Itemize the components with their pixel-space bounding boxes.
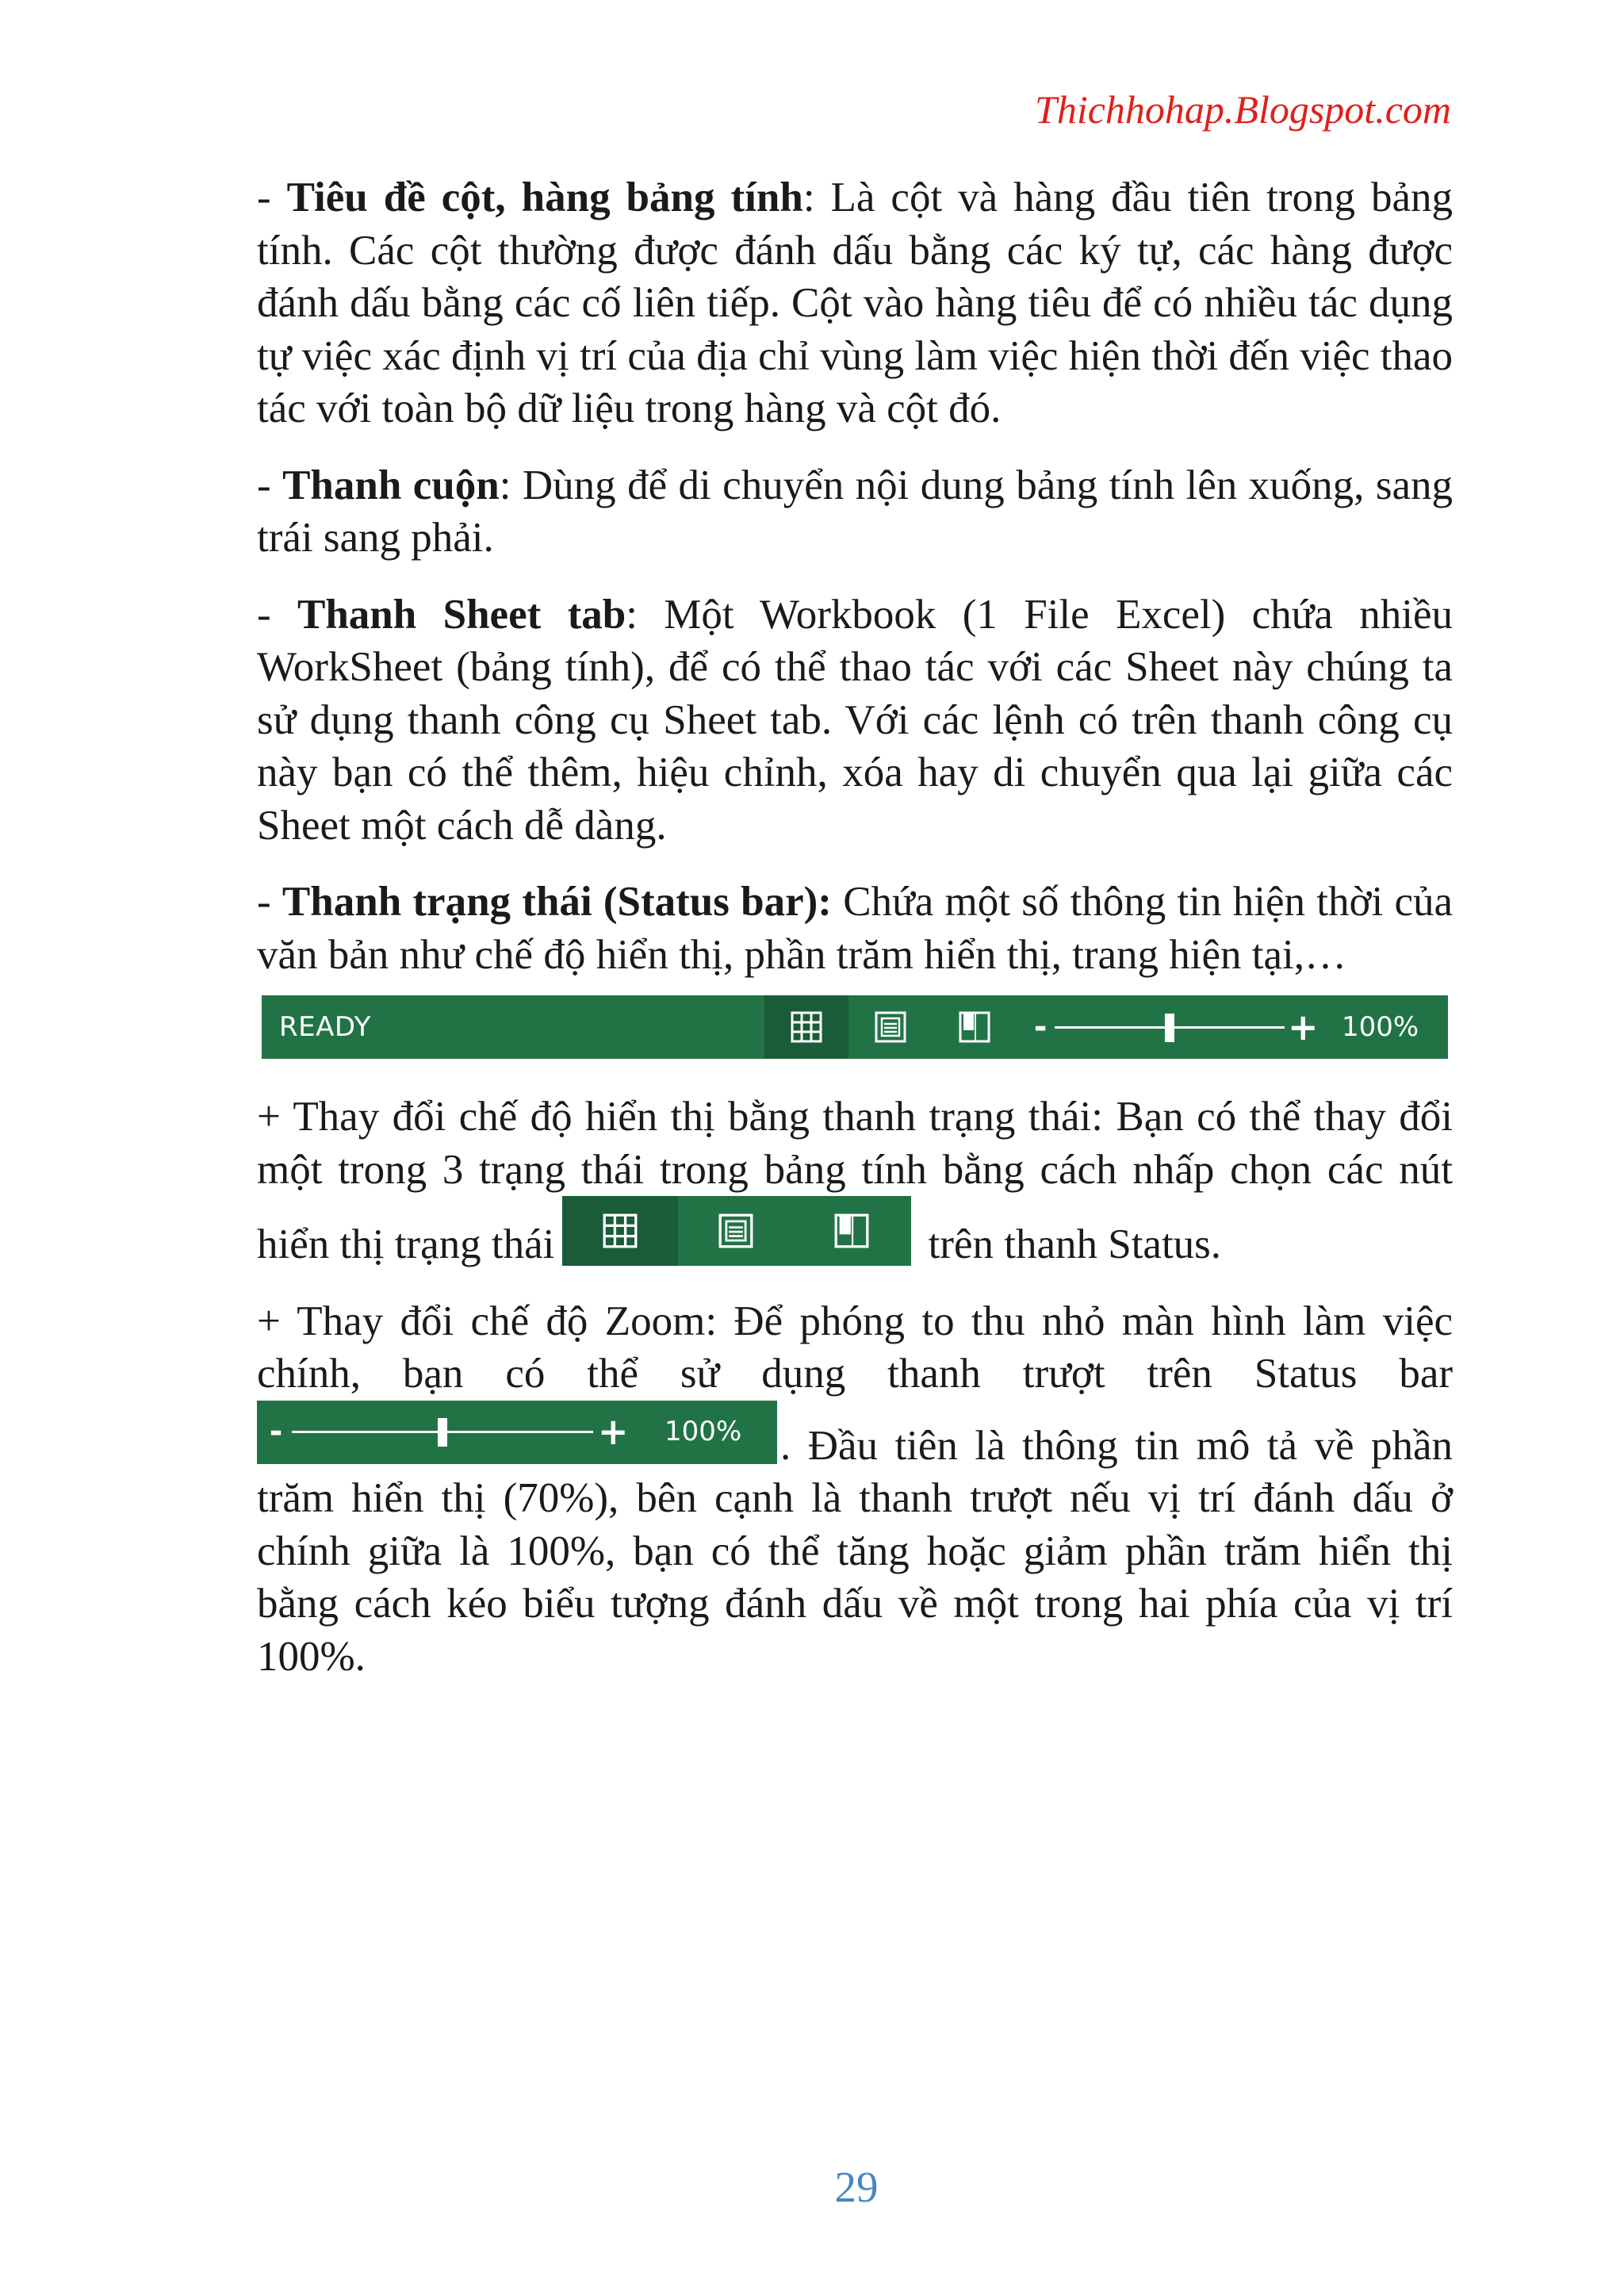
page-content xyxy=(257,171,1453,1707)
page-break-preview-icon xyxy=(834,1213,869,1248)
page-number: 29 xyxy=(834,2163,879,2211)
page-layout-view-icon xyxy=(718,1213,753,1248)
zoom-thumb[interactable] xyxy=(1165,1014,1174,1042)
inline-zoom-thumb[interactable] xyxy=(438,1418,447,1447)
section-zoom-mode: + Thay đổi chế độ Zoom: Để phóng to thu nhỏ màn hình làm việc chính, bạn có thể sử dụng thanh trượt trên Status bar - + 100% . Đầu tiên là thông tin mô tả về phần trăm hiển thị (70%), bên cạnh là thanh trượt nếu vị trí đánh dấu ở chính giữa là 100%, bạn có thể tăng hoặc giảm phần trăm hiển thị bằng cách kéo biểu tượng đánh dấu về một trong hai phía của vị trí 100%. xyxy=(257,1297,1453,1680)
term-sheet-tab: Thanh Sheet tab xyxy=(297,591,626,638)
section-sheet-tab: - Thanh Sheet tab: Một Workbook (1 File Excel) chứa nhiều WorkSheet (bảng tính), để có thể thao tác với các Sheet này chúng ta sử dụng thanh công cụ Sheet tab. Với các lệnh có trên thanh công cụ này bạn có thể thêm, hiệu chỉnh, xóa hay di chuyển qua lại giữa các Sheet một cách dễ dàng. xyxy=(257,591,1453,849)
page-break-preview-button[interactable] xyxy=(933,995,1017,1059)
section-column-row-headers: - Tiêu đề cột, hàng bảng tính: Là cột và hàng đầu tiên trong bảng tính. Các cột thường được đánh dấu bằng các ký tự, các hàng được đánh dấu bằng các cố liên tiếp. Cột vào hàng tiêu để có nhiều tác dụng tự việc xác định vị trí của địa chỉ vùng làm việc hiện thời đến việc thao tác với toàn bộ dữ liệu trong hàng và cột đó. xyxy=(257,174,1453,431)
inline-page-break-preview-button[interactable] xyxy=(794,1196,910,1266)
inline-zoom-percentage[interactable]: 100% xyxy=(665,1416,742,1448)
page-layout-view-icon xyxy=(875,1011,906,1043)
page-break-preview-icon xyxy=(959,1011,990,1043)
zoom-out-button[interactable]: - xyxy=(1033,1009,1048,1045)
normal-view-button[interactable] xyxy=(764,995,848,1059)
normal-view-icon xyxy=(603,1213,638,1248)
term-scrollbar: Thanh cuộn xyxy=(282,462,500,508)
zoom-percentage[interactable]: 100% xyxy=(1342,1011,1419,1043)
status-text: READY xyxy=(279,1011,371,1043)
inline-zoom-controls xyxy=(265,1401,741,1464)
inline-zoom-out-button[interactable]: - xyxy=(269,1413,283,1451)
section-scrollbar: - Thanh cuộn: Dùng để di chuyển nội dung bảng tính lên xuống, sang trái sang phải. xyxy=(257,462,1453,561)
page-layout-view-button[interactable] xyxy=(848,995,933,1059)
zoom-track[interactable] xyxy=(1055,1026,1285,1029)
term-status-bar: Thanh trạng thái (Status bar): xyxy=(282,879,832,925)
zoom-in-button[interactable]: + xyxy=(1288,1006,1319,1048)
inline-page-layout-view-button[interactable] xyxy=(678,1196,794,1266)
inline-view-buttons xyxy=(562,1196,911,1266)
term-headers: Tiêu đề cột, hàng bảng tính xyxy=(286,174,803,220)
blog-header: Thichhohap.Blogspot.com xyxy=(1035,87,1451,132)
inline-zoom-in-button[interactable]: + xyxy=(598,1410,629,1454)
inline-normal-view-button[interactable] xyxy=(562,1196,678,1266)
section-view-mode: + Thay đổi chế độ hiển thị bằng thanh trạng thái: Bạn có thể thay đổi một trong 3 trạng thái trong bảng tính bằng cách nhấp chọn các nút hiển thị trạng thái trên thanh Status. xyxy=(257,1094,1453,1267)
inline-zoom-slider[interactable] xyxy=(257,1401,777,1464)
section-status-bar: - Thanh trạng thái (Status bar): Chứa một số thông tin hiện thời của văn bản như chế độ hiển thị, phần trăm hiển thị, trang hiện tại,… xyxy=(257,879,1453,978)
normal-view-icon xyxy=(791,1011,822,1043)
zoom-slider[interactable] xyxy=(1029,995,1419,1059)
excel-status-bar xyxy=(262,995,1448,1059)
inline-zoom-track[interactable] xyxy=(292,1431,593,1433)
